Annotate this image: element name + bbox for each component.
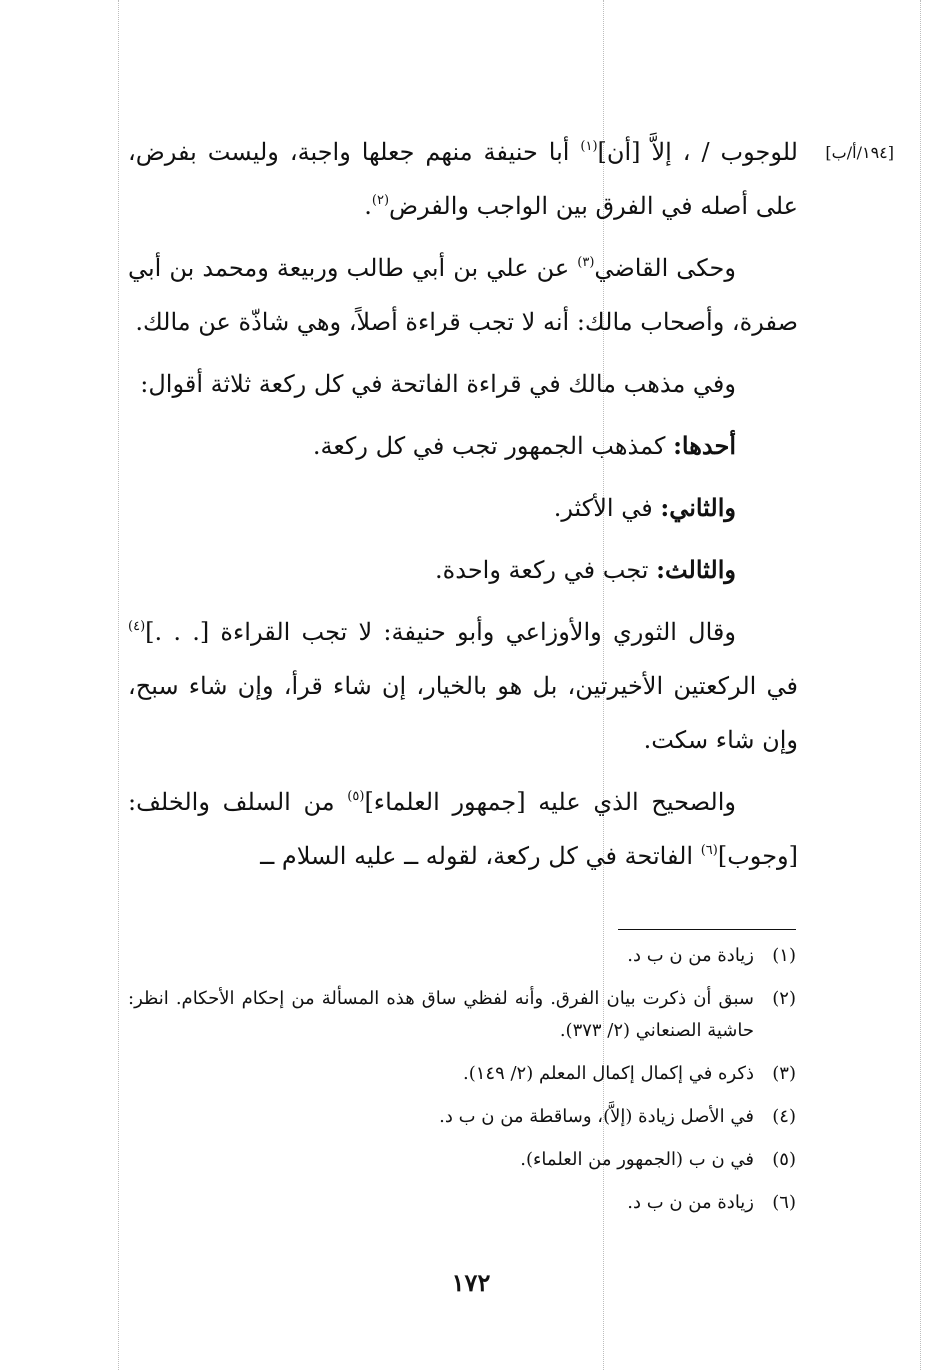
margin-folio-reference: [١٩٤/أ/ب] (825, 143, 894, 162)
footnote-number: (١) (772, 945, 796, 966)
footnote-text: سبق أن ذكرت بيان الفرق. وأنه لفظي ساق هذه المسألة من إحكام الأحكام. انظر: حاشية الصنعاني (٢/ ٣٧٣). (128, 988, 755, 1041)
footnote-ref[interactable]: (٦) (700, 843, 718, 858)
footnote-item (128, 1187, 796, 1219)
footnote-number: (٣) (772, 1063, 796, 1084)
opinion-3: والثالث: تجب في ركعة واحدة. (435, 555, 736, 584)
footnote-ref[interactable]: (٢) (371, 193, 390, 208)
footnote-number: (٤) (772, 1106, 796, 1127)
footnote-ref[interactable]: (١) (580, 139, 598, 154)
footnote-item (128, 1144, 796, 1176)
paragraph-4: وقال الثوري والأوزاعي وأبو حنيفة: لا تجب القراءة [. . .]$^{(٤)}$ في الركعتين الأخيرتين، بل هو بالخيار، إن شاء قرأ، وإن شاء سبح، وإن شاء سكت. (128, 618, 798, 754)
footnote-separator (618, 929, 796, 930)
opinion-1: أحدها: كمذهب الجمهور تجب في كل ركعة. (312, 431, 736, 460)
paragraph-5: والصحيح الذي عليه [جمهور العلماء]$^{(٥)}$ من السلف والخلف: [وجوب]$^{(٦)}$ الفاتحة في كل ركعة، لقوله ــ عليه السلام ــ (128, 788, 798, 870)
main-text (128, 125, 798, 891)
paragraph-3: وفي مذهب مالك في قراءة الفاتحة في كل ركعة ثلاثة أقوال: (140, 370, 736, 398)
footnote-text: في الأصل زيادة (إلاَّ)، وساقطة من ن ب د. (439, 1106, 754, 1127)
opinion-label: والثالث: (656, 555, 736, 584)
footnote-item (128, 940, 796, 972)
footnote-item (128, 1101, 796, 1133)
footnote-number: (٦) (772, 1192, 796, 1213)
footnote-number: (٢) (772, 988, 796, 1009)
opinion-label: والثاني: (660, 493, 736, 522)
opinion-label: أحدها: (673, 431, 736, 460)
footnote-text: زيادة من ن ب د. (627, 945, 754, 966)
paragraph-2: وحكى القاضي$^{(٣)}$ عن علي بن أبي طالب وربيعة ومحمد بن أبي صفرة، وأصحاب مالك: أنه لا تجب قراءة أصلاً، وهي شاذّة عن مالك. (128, 254, 798, 336)
scan-guide-right (920, 0, 921, 1370)
footnote-ref[interactable]: (٤) (128, 619, 146, 634)
opinion-2: والثاني: في الأكثر. (553, 493, 736, 522)
footnote-text: ذكره في إكمال إكمال المعلم (٢/ ١٤٩). (462, 1063, 754, 1084)
page-number: ١٧٢ (451, 1268, 491, 1297)
footnotes (128, 940, 796, 1230)
footnote-text: زيادة من ن ب د. (627, 1192, 754, 1213)
footnote-item (128, 1058, 796, 1090)
footnote-text: في ن ب (الجمهور من العلماء). (520, 1149, 754, 1170)
footnote-item (128, 983, 796, 1047)
footnote-ref[interactable]: (٣) (577, 255, 595, 270)
scan-guide-left (118, 0, 119, 1370)
paragraph-1: للوجوب / ، إلاَّ [أن]$^{(١)}$ أبا حنيفة منهم جعلها واجبة، وليست بفرض، على أصله في الفرق بين الواجب والفرض$^{(٢)}$. (128, 138, 798, 220)
footnote-number: (٥) (772, 1149, 796, 1170)
footnote-ref[interactable]: (٥) (347, 789, 365, 804)
